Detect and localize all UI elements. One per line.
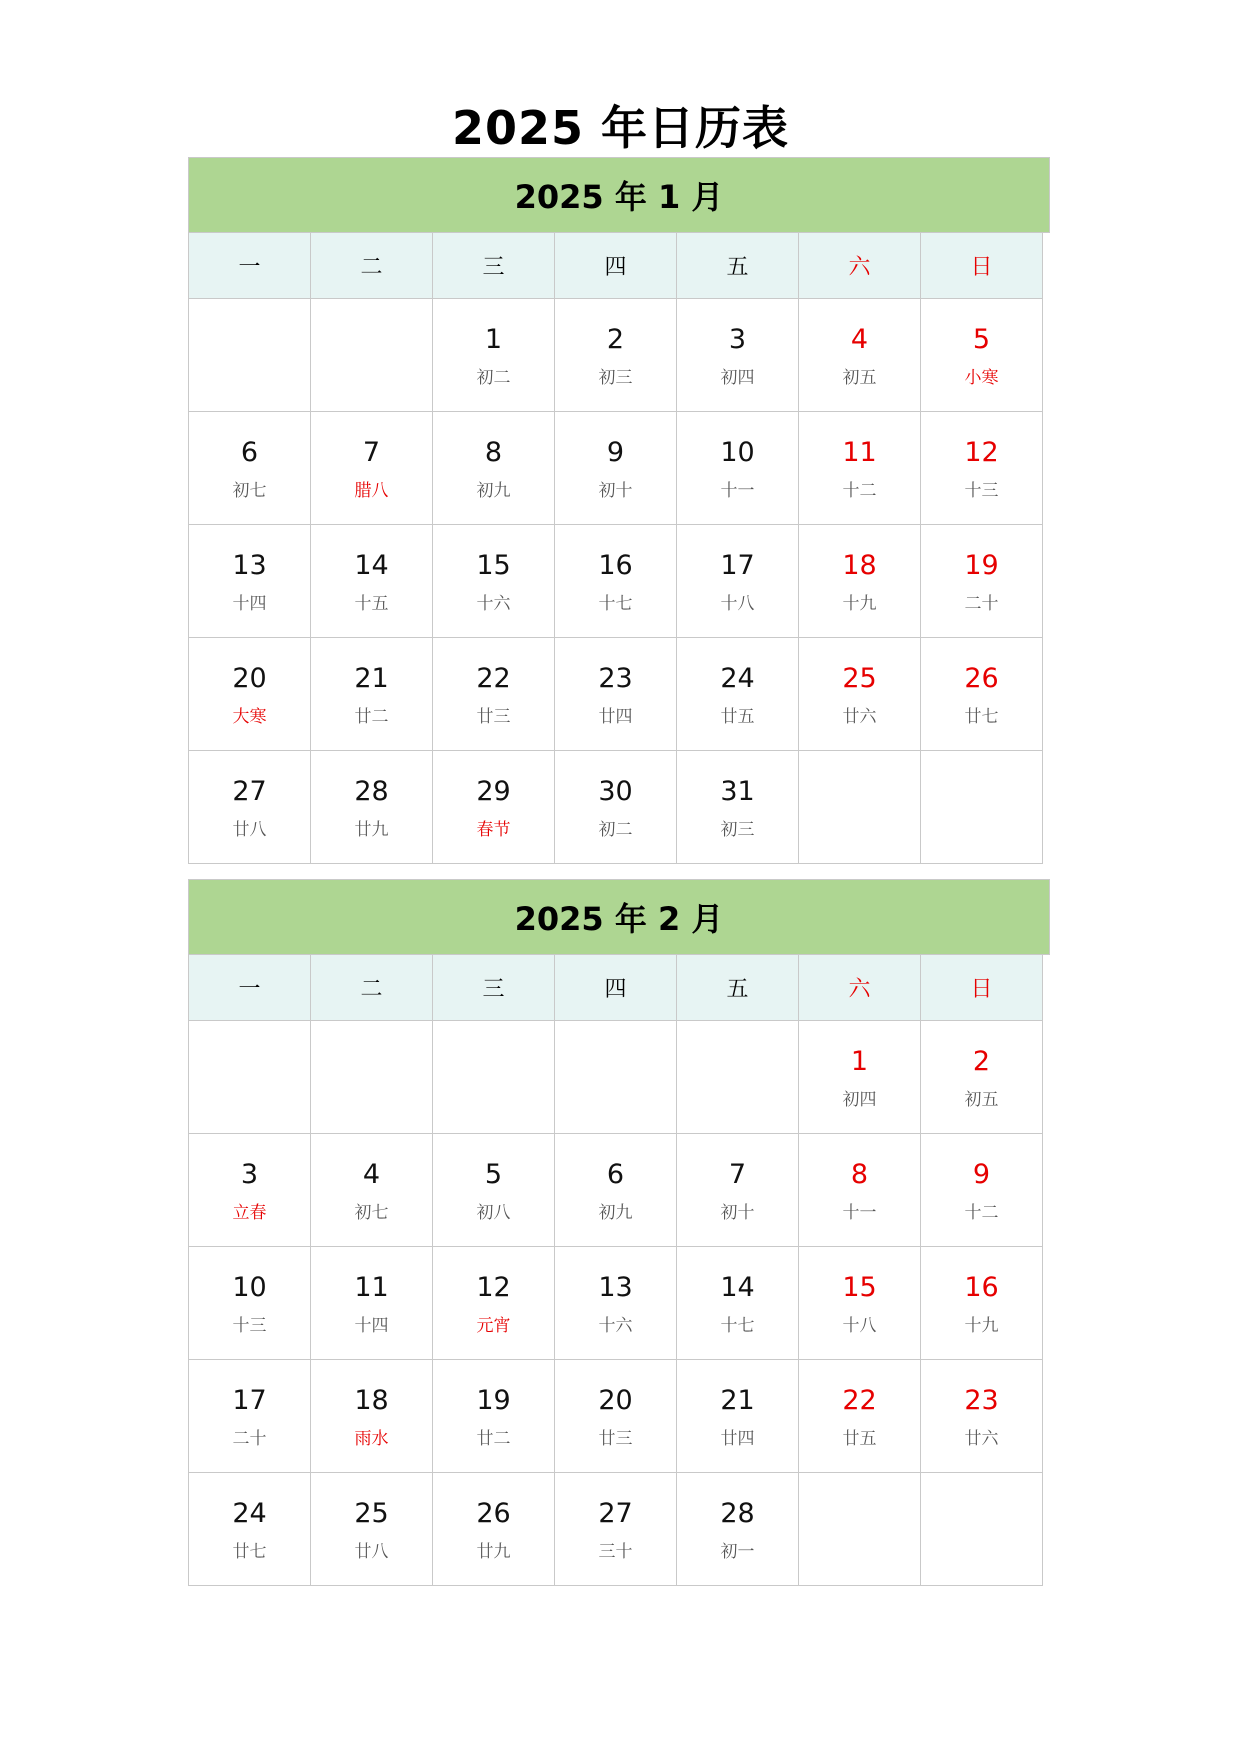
day-cell [310, 1246, 433, 1360]
weekday-label: 一 [188, 232, 311, 299]
lunar-date: 十五 [354, 594, 389, 614]
day-number: 23 [598, 663, 633, 694]
weekday-label: 三 [432, 232, 555, 299]
week-row [188, 525, 1050, 638]
day-cell [798, 1133, 921, 1247]
day-cell [554, 750, 677, 864]
festival-label: 春节 [476, 820, 511, 840]
lunar-date: 十八 [720, 594, 755, 614]
lunar-date: 十八 [842, 1316, 877, 1336]
lunar-date: 廿八 [354, 1542, 389, 1562]
lunar-date: 廿三 [598, 1429, 633, 1449]
empty-day-cell [188, 298, 311, 412]
day-cell [432, 524, 555, 638]
lunar-date: 二十 [232, 1429, 267, 1449]
weekday-label: 三 [432, 954, 555, 1021]
festival-label: 腊八 [354, 481, 389, 501]
day-cell [920, 298, 1043, 412]
weekday-label: 一 [188, 954, 311, 1021]
day-cell [676, 524, 799, 638]
empty-day-cell [188, 1020, 311, 1134]
empty-day-cell [310, 298, 433, 412]
day-cell [554, 1472, 677, 1586]
day-number: 3 [728, 324, 747, 355]
day-number: 31 [720, 776, 755, 807]
month-header: 2025 年 1 月 [188, 157, 1050, 233]
lunar-date: 初十 [720, 1203, 755, 1223]
weekday-label: 四 [554, 232, 677, 299]
lunar-date: 十三 [232, 1316, 267, 1336]
day-number: 26 [964, 663, 999, 694]
lunar-date: 初五 [964, 1090, 999, 1110]
lunar-date: 廿六 [842, 707, 877, 727]
day-cell [310, 1472, 433, 1586]
empty-day-cell [798, 1472, 921, 1586]
empty-day-cell [920, 1472, 1043, 1586]
day-number: 11 [842, 437, 877, 468]
lunar-date: 初七 [354, 1203, 389, 1223]
day-cell [554, 1359, 677, 1473]
weekday-label: 二 [310, 954, 433, 1021]
day-cell [188, 1246, 311, 1360]
day-number: 9 [606, 437, 625, 468]
lunar-date: 十一 [720, 481, 755, 501]
day-cell [432, 1472, 555, 1586]
day-number: 5 [972, 324, 991, 355]
day-cell [310, 1133, 433, 1247]
day-number: 24 [720, 663, 755, 694]
day-cell [188, 524, 311, 638]
day-cell [920, 411, 1043, 525]
lunar-date: 廿七 [232, 1542, 267, 1562]
day-number: 16 [964, 1272, 999, 1303]
day-number: 1 [484, 324, 503, 355]
day-cell [920, 1359, 1043, 1473]
day-cell [676, 298, 799, 412]
month-grid [188, 299, 1050, 864]
lunar-date: 十九 [964, 1316, 999, 1336]
lunar-date: 十二 [964, 1203, 999, 1223]
day-cell [310, 524, 433, 638]
day-number: 17 [232, 1385, 267, 1416]
lunar-date: 初二 [598, 820, 633, 840]
week-row [188, 1360, 1050, 1473]
day-number: 1 [850, 1046, 869, 1077]
lunar-date: 初三 [598, 368, 633, 388]
day-cell [676, 411, 799, 525]
day-cell [676, 1246, 799, 1360]
day-cell [920, 1133, 1043, 1247]
day-number: 29 [476, 776, 511, 807]
lunar-date: 廿四 [598, 707, 633, 727]
day-number: 18 [842, 550, 877, 581]
weekday-label: 日 [920, 232, 1043, 299]
day-cell [432, 411, 555, 525]
empty-day-cell [432, 1020, 555, 1134]
weekday-label: 六 [798, 954, 921, 1021]
lunar-date: 廿三 [476, 707, 511, 727]
day-cell [432, 750, 555, 864]
day-number: 12 [964, 437, 999, 468]
lunar-date: 十七 [720, 1316, 755, 1336]
month-grid [188, 1021, 1050, 1586]
day-number: 14 [720, 1272, 755, 1303]
day-number: 10 [720, 437, 755, 468]
day-cell [554, 1133, 677, 1247]
weekday-header-row [188, 233, 1050, 299]
day-number: 16 [598, 550, 633, 581]
day-cell [554, 524, 677, 638]
lunar-date: 十一 [842, 1203, 877, 1223]
day-cell [188, 1133, 311, 1247]
lunar-date: 廿二 [354, 707, 389, 727]
week-row [188, 1247, 1050, 1360]
day-number: 13 [232, 550, 267, 581]
day-cell [310, 750, 433, 864]
day-cell [676, 637, 799, 751]
weekday-label: 五 [676, 232, 799, 299]
lunar-date: 十七 [598, 594, 633, 614]
lunar-date: 初四 [720, 368, 755, 388]
lunar-date: 初九 [476, 481, 511, 501]
empty-day-cell [798, 750, 921, 864]
lunar-date: 初八 [476, 1203, 511, 1223]
week-row [188, 299, 1050, 412]
day-cell [676, 750, 799, 864]
lunar-date: 初七 [232, 481, 267, 501]
day-number: 20 [598, 1385, 633, 1416]
day-cell [676, 1133, 799, 1247]
lunar-date: 初九 [598, 1203, 633, 1223]
day-number: 17 [720, 550, 755, 581]
day-number: 20 [232, 663, 267, 694]
day-number: 14 [354, 550, 389, 581]
day-number: 12 [476, 1272, 511, 1303]
weekday-header-row [188, 955, 1050, 1021]
day-cell [798, 411, 921, 525]
empty-day-cell [554, 1020, 677, 1134]
day-number: 21 [354, 663, 389, 694]
day-cell [920, 637, 1043, 751]
day-number: 11 [354, 1272, 389, 1303]
lunar-date: 廿五 [842, 1429, 877, 1449]
day-number: 25 [842, 663, 877, 694]
lunar-date: 初十 [598, 481, 633, 501]
day-cell [798, 524, 921, 638]
day-cell [188, 750, 311, 864]
day-cell [310, 411, 433, 525]
lunar-date: 十四 [232, 594, 267, 614]
day-number: 8 [484, 437, 503, 468]
lunar-date: 十二 [842, 481, 877, 501]
day-cell [920, 1246, 1043, 1360]
day-cell [798, 1359, 921, 1473]
day-number: 2 [606, 324, 625, 355]
day-cell [432, 1133, 555, 1247]
week-row [188, 751, 1050, 864]
day-number: 3 [240, 1159, 259, 1190]
week-row [188, 1021, 1050, 1134]
lunar-date: 二十 [964, 594, 999, 614]
festival-label: 小寒 [964, 368, 999, 388]
day-number: 8 [850, 1159, 869, 1190]
empty-day-cell [310, 1020, 433, 1134]
day-number: 4 [850, 324, 869, 355]
lunar-date: 廿九 [354, 820, 389, 840]
day-cell [432, 637, 555, 751]
weekday-label: 二 [310, 232, 433, 299]
day-cell [310, 1359, 433, 1473]
festival-label: 雨水 [354, 1429, 389, 1449]
day-cell [554, 637, 677, 751]
day-number: 18 [354, 1385, 389, 1416]
day-number: 27 [598, 1498, 633, 1529]
day-number: 5 [484, 1159, 503, 1190]
day-number: 30 [598, 776, 633, 807]
day-number: 15 [476, 550, 511, 581]
lunar-date: 十六 [476, 594, 511, 614]
day-cell [554, 298, 677, 412]
lunar-date: 十三 [964, 481, 999, 501]
lunar-date: 十六 [598, 1316, 633, 1336]
day-number: 28 [354, 776, 389, 807]
week-row [188, 412, 1050, 525]
lunar-date: 廿七 [964, 707, 999, 727]
day-number: 7 [728, 1159, 747, 1190]
day-number: 7 [362, 437, 381, 468]
day-cell [798, 298, 921, 412]
day-cell [920, 524, 1043, 638]
month-table-january [188, 157, 1050, 864]
lunar-date: 廿六 [964, 1429, 999, 1449]
day-number: 2 [972, 1046, 991, 1077]
festival-label: 大寒 [232, 707, 267, 727]
week-row [188, 1473, 1050, 1586]
day-cell [798, 1246, 921, 1360]
day-number: 13 [598, 1272, 633, 1303]
lunar-date: 廿九 [476, 1542, 511, 1562]
lunar-date: 初一 [720, 1542, 755, 1562]
day-number: 26 [476, 1498, 511, 1529]
day-number: 27 [232, 776, 267, 807]
day-cell [554, 1246, 677, 1360]
empty-day-cell [676, 1020, 799, 1134]
day-number: 6 [240, 437, 259, 468]
day-number: 19 [476, 1385, 511, 1416]
day-number: 21 [720, 1385, 755, 1416]
day-cell [188, 1359, 311, 1473]
day-cell [554, 411, 677, 525]
month-table-february [188, 879, 1050, 1586]
lunar-date: 初四 [842, 1090, 877, 1110]
day-cell [798, 637, 921, 751]
week-row [188, 638, 1050, 751]
weekday-label: 日 [920, 954, 1043, 1021]
day-cell [432, 1246, 555, 1360]
day-cell [676, 1472, 799, 1586]
day-number: 24 [232, 1498, 267, 1529]
festival-label: 元宵 [476, 1316, 511, 1336]
lunar-date: 十四 [354, 1316, 389, 1336]
day-number: 25 [354, 1498, 389, 1529]
day-number: 9 [972, 1159, 991, 1190]
lunar-date: 廿四 [720, 1429, 755, 1449]
lunar-date: 十九 [842, 594, 877, 614]
weekday-label: 六 [798, 232, 921, 299]
day-number: 15 [842, 1272, 877, 1303]
lunar-date: 初三 [720, 820, 755, 840]
weekday-label: 五 [676, 954, 799, 1021]
lunar-date: 廿二 [476, 1429, 511, 1449]
day-cell [310, 637, 433, 751]
day-cell [188, 637, 311, 751]
day-number: 19 [964, 550, 999, 581]
day-number: 22 [476, 663, 511, 694]
day-cell [188, 411, 311, 525]
month-header: 2025 年 2 月 [188, 879, 1050, 955]
day-cell [188, 1472, 311, 1586]
week-row [188, 1134, 1050, 1247]
weekday-label: 四 [554, 954, 677, 1021]
day-cell [920, 1020, 1043, 1134]
lunar-date: 三十 [598, 1542, 633, 1562]
lunar-date: 初二 [476, 368, 511, 388]
lunar-date: 初五 [842, 368, 877, 388]
festival-label: 立春 [232, 1203, 267, 1223]
day-cell [432, 298, 555, 412]
lunar-date: 廿八 [232, 820, 267, 840]
day-cell [432, 1359, 555, 1473]
day-number: 4 [362, 1159, 381, 1190]
day-number: 23 [964, 1385, 999, 1416]
day-number: 10 [232, 1272, 267, 1303]
page-title: 2025 年日历表 [451, 101, 790, 155]
day-number: 22 [842, 1385, 877, 1416]
lunar-date: 廿五 [720, 707, 755, 727]
day-number: 28 [720, 1498, 755, 1529]
day-number: 6 [606, 1159, 625, 1190]
day-cell [676, 1359, 799, 1473]
empty-day-cell [920, 750, 1043, 864]
day-cell [798, 1020, 921, 1134]
